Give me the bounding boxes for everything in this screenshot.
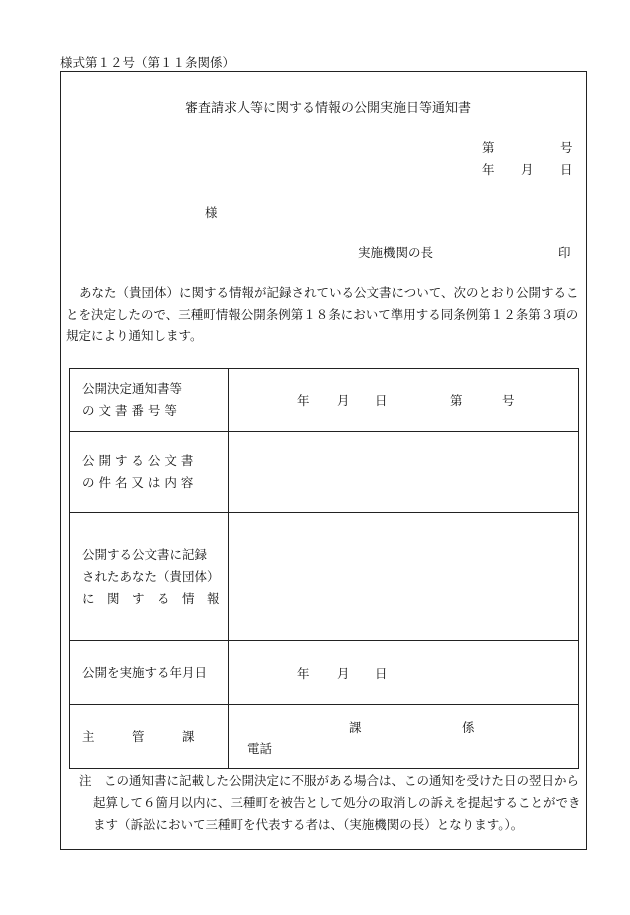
label-text: 公 開 す る 公 文 書: [82, 453, 194, 468]
label-text: 公開する公文書に記録: [82, 546, 208, 562]
doc-number-dai: 第: [482, 140, 495, 155]
row-label-recorded-info: [70, 513, 229, 641]
row-label-implementation-date: [70, 641, 229, 705]
value-tsuki: 月: [337, 666, 350, 681]
table-row: [70, 705, 579, 769]
value-recorded-info[interactable]: [229, 513, 579, 641]
table-row: [70, 513, 579, 641]
date-hi: 日: [560, 162, 573, 177]
label-text: 主 管 課: [82, 728, 195, 744]
footnote: [79, 770, 589, 836]
addressee-sama: 様: [205, 205, 218, 220]
value-ka: 課: [349, 720, 362, 735]
value-kakari: 係: [462, 720, 475, 735]
date-nen: 年: [482, 162, 495, 177]
body-paragraph: [66, 282, 582, 347]
body-line: とを決定したので、三種町情報公開条例第１８条において準用する同条例第１２条第３項の: [66, 306, 579, 322]
value-tsuki: 月: [337, 393, 350, 408]
note-line: ます（訴訟において三種町を代表する者は、（実施機関の長）となります。）。: [93, 817, 524, 832]
table-row: [70, 432, 579, 513]
value-document-subject[interactable]: [229, 432, 579, 513]
date-tsuki: 月: [521, 162, 534, 177]
body-line: 規定により通知します。: [66, 328, 203, 343]
issuer-name: 実施機関の長: [358, 245, 434, 260]
info-table: [69, 368, 579, 769]
value-denwa: 電話: [247, 741, 273, 756]
value-dai: 第: [450, 393, 463, 408]
label-text: の 件 名 又 は 内 容: [82, 475, 194, 490]
label-text: 公開を実施する年月日: [82, 664, 208, 680]
value-hi: 日: [375, 393, 388, 408]
row-label-document-subject: [70, 432, 229, 513]
note-line: 起算して６箇月以内に、三種町を被告として処分の取消しの訴えを提起することができ: [93, 795, 581, 810]
label-text: に 関 す る 情 報: [82, 590, 220, 606]
form-number-label: 様式第１２号（第１１条関係）: [60, 55, 236, 70]
body-line: あなた（貴団体）に関する情報が記録されている公文書について、次のとおり公開するこ: [79, 285, 579, 300]
value-department[interactable]: [229, 705, 579, 769]
value-gou: 号: [502, 393, 515, 408]
value-document-number[interactable]: [229, 369, 579, 432]
label-text: 公開決定通知書等: [82, 381, 183, 396]
table-row: [70, 641, 579, 705]
row-label-department: [70, 705, 229, 769]
doc-number-gou: 号: [560, 140, 573, 155]
value-implementation-date[interactable]: [229, 641, 579, 705]
value-hi: 日: [375, 666, 388, 681]
label-text: の 文 書 番 号 等: [82, 403, 177, 418]
seal-mark: 印: [558, 245, 571, 260]
value-nen: 年: [297, 666, 310, 681]
note-line: 注 この通知書に記載した公開決定に不服がある場合は、この通知を受けた日の翌日から: [79, 773, 580, 788]
value-nen: 年: [297, 393, 310, 408]
row-label-document-number: [70, 369, 229, 432]
document-title: 審査請求人等に関する情報の公開実施日等通知書: [185, 101, 472, 116]
table-row: [70, 369, 579, 432]
label-text: されたあなた（貴団体）: [82, 568, 220, 584]
